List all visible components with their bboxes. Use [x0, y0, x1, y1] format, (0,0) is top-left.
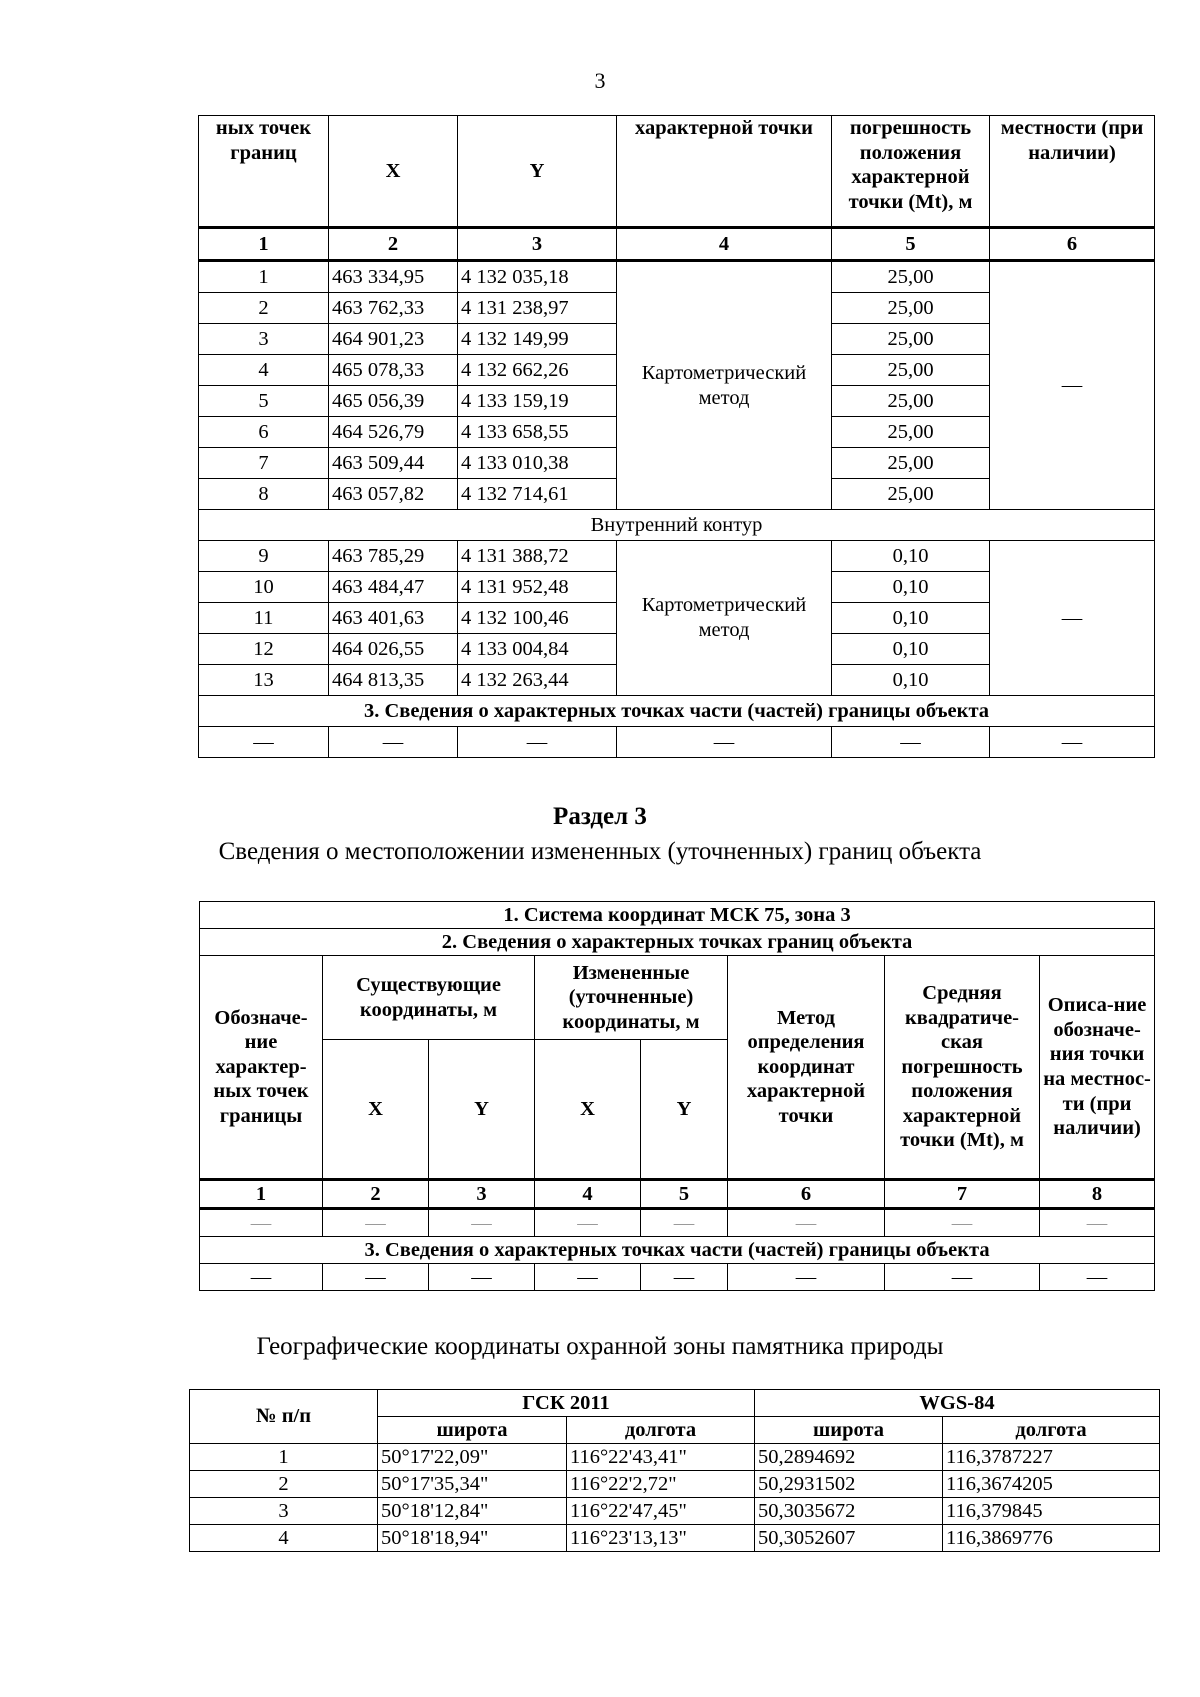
- points-heading-row: [200, 929, 1155, 956]
- point-number: 7: [199, 448, 329, 479]
- parts-heading-row: [200, 1237, 1155, 1264]
- page-number: 3: [594, 68, 606, 93]
- dash-cell: —: [885, 1264, 1040, 1291]
- coord-x: 465 056,39: [329, 386, 458, 417]
- description-cell: —: [990, 541, 1155, 696]
- header-error: погрешность положения характерной точки (Mt), м: [832, 116, 990, 228]
- error-value: 25,00: [832, 417, 990, 448]
- header-y: Y: [458, 116, 617, 228]
- table-row: [190, 1444, 1160, 1471]
- point-number: 10: [199, 572, 329, 603]
- point-number: 6: [199, 417, 329, 448]
- header-changed-coords: Измененные (уточненные) координаты, м: [535, 956, 728, 1040]
- error-value: 25,00: [832, 448, 990, 479]
- dash-cell: —: [990, 727, 1155, 758]
- column-number-row: [200, 1180, 1155, 1209]
- inner-contour-row: [199, 510, 1155, 541]
- column-number: 4: [535, 1180, 641, 1209]
- wgs-latitude: 50,2894692: [755, 1444, 943, 1471]
- dash-cell: —: [323, 1209, 429, 1237]
- wgs-latitude: 50,3035672: [755, 1498, 943, 1525]
- coord-y: 4 131 238,97: [458, 293, 617, 324]
- header-description: Описа-ние обозначе-ния точки на местнос-ти (при наличии): [1040, 956, 1155, 1180]
- column-number: 8: [1040, 1180, 1155, 1209]
- header-point-designation: ных точек границ: [199, 116, 329, 228]
- point-number: 12: [199, 634, 329, 665]
- coord-system: 1. Система координат МСК 75, зона 3: [200, 902, 1155, 929]
- points-heading: 2. Сведения о характерных точках границ объекта: [200, 929, 1155, 956]
- dash-cell: —: [200, 1264, 323, 1291]
- method-cell: Картометрический метод: [617, 261, 832, 510]
- table-row: [199, 541, 1155, 572]
- point-number: 2: [199, 293, 329, 324]
- coord-y: 4 132 035,18: [458, 261, 617, 293]
- parts-heading: 3. Сведения о характерных точках части (частей) границы объекта: [199, 696, 1155, 727]
- parts-heading-row: [199, 696, 1155, 727]
- point-number: 9: [199, 541, 329, 572]
- dash-cell: —: [641, 1209, 728, 1237]
- dash-cell: —: [535, 1264, 641, 1291]
- header-x: X: [329, 116, 458, 228]
- dash-cell: —: [458, 727, 617, 758]
- header-number: № п/п: [190, 1390, 378, 1444]
- geo-coordinates-table: [189, 1389, 1160, 1552]
- wgs-longitude: 116,379845: [943, 1498, 1160, 1525]
- column-number: 1: [200, 1180, 323, 1209]
- coord-x: 463 057,82: [329, 479, 458, 510]
- header-longitude: долгота: [567, 1417, 755, 1444]
- empty-row: [200, 1264, 1155, 1291]
- column-number-row: [199, 228, 1155, 261]
- header-y: Y: [429, 1040, 535, 1180]
- point-number: 5: [199, 386, 329, 417]
- table-row: [190, 1525, 1160, 1552]
- gsk-longitude: 116°22'47,45": [567, 1498, 755, 1525]
- table-row: [190, 1471, 1160, 1498]
- empty-row: [199, 727, 1155, 758]
- error-value: 0,10: [832, 603, 990, 634]
- coord-x: 465 078,33: [329, 355, 458, 386]
- wgs-latitude: 50,3052607: [755, 1525, 943, 1552]
- coord-x: 463 509,44: [329, 448, 458, 479]
- column-number: 4: [617, 228, 832, 261]
- coord-y: 4 133 010,38: [458, 448, 617, 479]
- coord-y: 4 132 100,46: [458, 603, 617, 634]
- gsk-longitude: 116°22'43,41": [567, 1444, 755, 1471]
- gsk-latitude: 50°18'18,94": [378, 1525, 567, 1552]
- wgs-longitude: 116,3787227: [943, 1444, 1160, 1471]
- dash-cell: —: [429, 1209, 535, 1237]
- error-value: 0,10: [832, 572, 990, 603]
- error-value: 25,00: [832, 479, 990, 510]
- point-number: 13: [199, 665, 329, 696]
- column-number: 3: [458, 228, 617, 261]
- row-number: 4: [190, 1525, 378, 1552]
- dash-cell: —: [728, 1264, 885, 1291]
- gsk-latitude: 50°18'12,84": [378, 1498, 567, 1525]
- header-longitude: долгота: [943, 1417, 1160, 1444]
- column-number: 2: [323, 1180, 429, 1209]
- coord-x: 464 526,79: [329, 417, 458, 448]
- error-value: 25,00: [832, 293, 990, 324]
- wgs-latitude: 50,2931502: [755, 1471, 943, 1498]
- dash-cell: —: [1040, 1209, 1155, 1237]
- column-number: 6: [990, 228, 1155, 261]
- geo-coordinates-title: Географические координаты охранной зоны памятника природы: [256, 1333, 944, 1360]
- row-number: 2: [190, 1471, 378, 1498]
- boundary-points-table: [198, 115, 1155, 758]
- point-number: 11: [199, 603, 329, 634]
- dash-cell: —: [885, 1209, 1040, 1237]
- error-value: 25,00: [832, 261, 990, 293]
- section-subtitle: Сведения о местоположении измененных (уточненных) границ объекта: [218, 838, 982, 865]
- coord-x: 463 334,95: [329, 261, 458, 293]
- dash-cell: —: [199, 727, 329, 758]
- gsk-latitude: 50°17'22,09": [378, 1444, 567, 1471]
- table-row: [190, 1498, 1160, 1525]
- inner-contour-label: Внутренний контур: [199, 510, 1155, 541]
- header-latitude: широта: [755, 1417, 943, 1444]
- description-cell: —: [990, 261, 1155, 510]
- header-y: Y: [641, 1040, 728, 1180]
- row-number: 3: [190, 1498, 378, 1525]
- coord-x: 464 901,23: [329, 324, 458, 355]
- coord-y: 4 133 159,19: [458, 386, 617, 417]
- coord-y: 4 132 149,99: [458, 324, 617, 355]
- column-number: 6: [728, 1180, 885, 1209]
- method-cell: Картометрический метод: [617, 541, 832, 696]
- gsk-longitude: 116°23'13,13": [567, 1525, 755, 1552]
- header-wgs84: WGS-84: [755, 1390, 1160, 1417]
- error-value: 0,10: [832, 665, 990, 696]
- coord-x: 464 026,55: [329, 634, 458, 665]
- error-value: 25,00: [832, 355, 990, 386]
- point-number: 3: [199, 324, 329, 355]
- section-title: Раздел 3: [553, 803, 647, 830]
- coord-y: 4 133 658,55: [458, 417, 617, 448]
- coord-x: 463 762,33: [329, 293, 458, 324]
- coord-x: 463 785,29: [329, 541, 458, 572]
- error-value: 25,00: [832, 324, 990, 355]
- dash-cell: —: [617, 727, 832, 758]
- parts-heading: 3. Сведения о характерных точках части (частей) границы объекта: [200, 1237, 1155, 1264]
- coord-x: 463 401,63: [329, 603, 458, 634]
- dash-cell: —: [728, 1209, 885, 1237]
- point-number: 1: [199, 261, 329, 293]
- changed-boundaries-table: [199, 901, 1155, 1291]
- error-value: 0,10: [832, 634, 990, 665]
- column-number: 5: [641, 1180, 728, 1209]
- coord-y: 4 132 263,44: [458, 665, 617, 696]
- coord-y: 4 132 714,61: [458, 479, 617, 510]
- dash-cell: —: [535, 1209, 641, 1237]
- dash-cell: —: [429, 1264, 535, 1291]
- column-number: 5: [832, 228, 990, 261]
- header-existing-coords: Существующие координаты, м: [323, 956, 535, 1040]
- header-latitude: широта: [378, 1417, 567, 1444]
- header-method: Метод определения координат характерной точки: [728, 956, 885, 1180]
- gsk-longitude: 116°22'2,72": [567, 1471, 755, 1498]
- coord-y: 4 132 662,26: [458, 355, 617, 386]
- column-number: 2: [329, 228, 458, 261]
- header-error: Средняя квадратиче-ская погрешность положения характерной точки (Mt), м: [885, 956, 1040, 1180]
- coord-x: 463 484,47: [329, 572, 458, 603]
- column-number: 1: [199, 228, 329, 261]
- dash-cell: —: [832, 727, 990, 758]
- wgs-longitude: 116,3869776: [943, 1525, 1160, 1552]
- dash-cell: —: [329, 727, 458, 758]
- row-number: 1: [190, 1444, 378, 1471]
- point-number: 8: [199, 479, 329, 510]
- header-gsk2011: ГСК 2011: [378, 1390, 755, 1417]
- header-x: X: [323, 1040, 429, 1180]
- table-row: [199, 261, 1155, 293]
- coord-y: 4 133 004,84: [458, 634, 617, 665]
- dash-cell: —: [200, 1209, 323, 1237]
- empty-row: [200, 1209, 1155, 1237]
- column-number: 7: [885, 1180, 1040, 1209]
- header-x: X: [535, 1040, 641, 1180]
- error-value: 25,00: [832, 386, 990, 417]
- header-method: характерной точки: [617, 116, 832, 228]
- coord-y: 4 131 952,48: [458, 572, 617, 603]
- dash-cell: —: [323, 1264, 429, 1291]
- header-description: местности (при наличии): [990, 116, 1155, 228]
- point-number: 4: [199, 355, 329, 386]
- wgs-longitude: 116,3674205: [943, 1471, 1160, 1498]
- dash-cell: —: [1040, 1264, 1155, 1291]
- column-number: 3: [429, 1180, 535, 1209]
- gsk-latitude: 50°17'35,34": [378, 1471, 567, 1498]
- dash-cell: —: [641, 1264, 728, 1291]
- error-value: 0,10: [832, 541, 990, 572]
- header-designation: Обозначе-ние характер-ных точек границы: [200, 956, 323, 1180]
- coord-y: 4 131 388,72: [458, 541, 617, 572]
- coord-system-row: [200, 902, 1155, 929]
- coord-x: 464 813,35: [329, 665, 458, 696]
